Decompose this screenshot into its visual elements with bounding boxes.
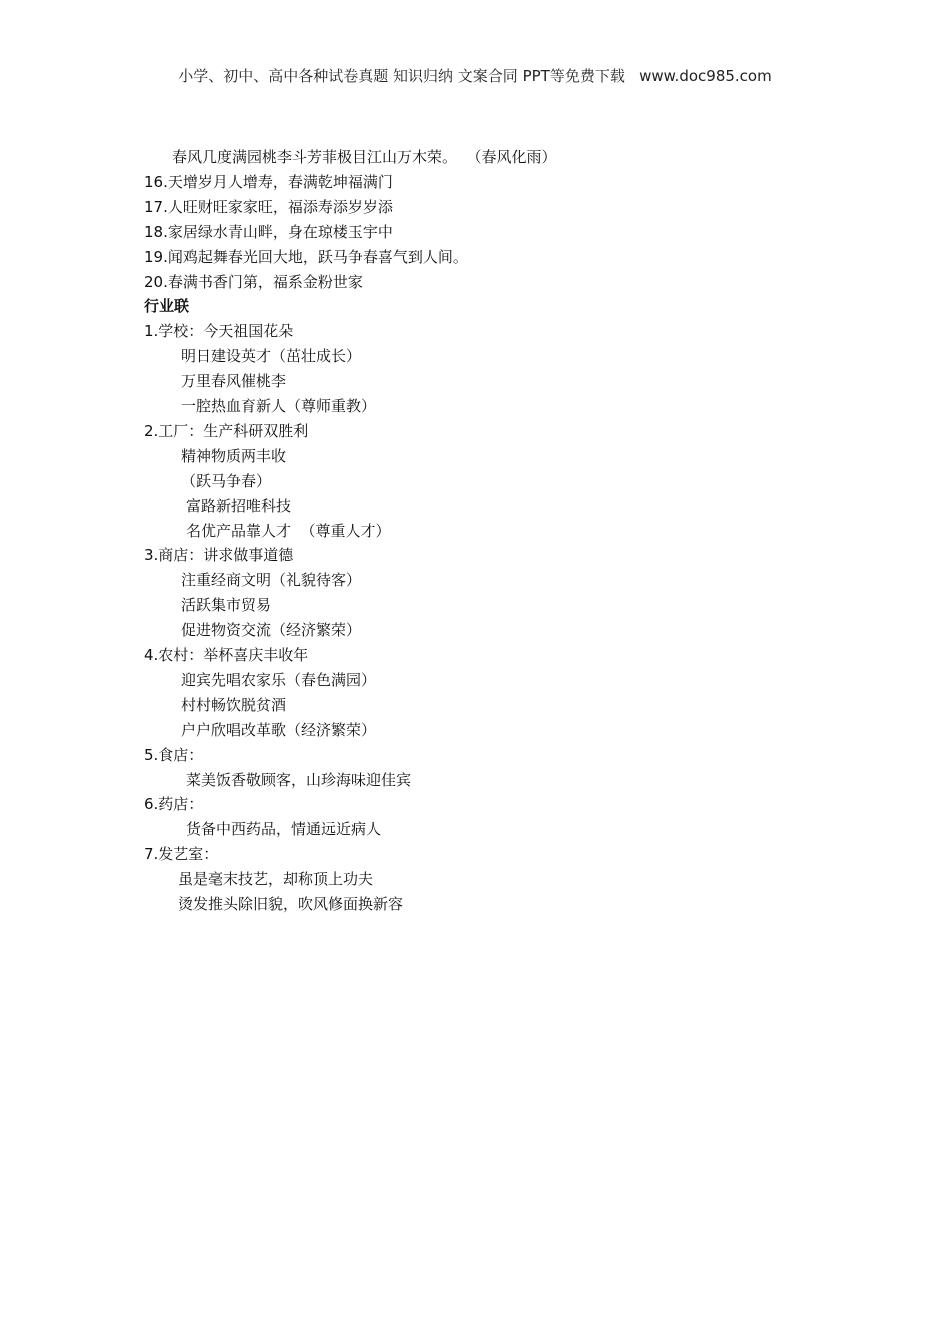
text-line: 6.药店： xyxy=(144,795,204,813)
text-line: 2.工厂：生产科研双胜利 xyxy=(144,422,309,440)
text-line: 3.商店：讲求做事道德 xyxy=(144,546,294,564)
text-line: 迎宾先唱农家乐（春色满园） xyxy=(181,671,377,689)
text-line: 活跃集市贸易 xyxy=(181,596,272,614)
text-line: 16.天增岁月人增寿，春满乾坤福满门 xyxy=(144,173,393,191)
text-line: 20.春满书香门第，福系金粉世家 xyxy=(144,273,363,291)
text-line: （跃马争春） xyxy=(181,472,272,490)
text-line: 菜美饭香敬顾客，山珍海味迎佳宾 xyxy=(186,771,412,789)
text-line: 明日建设英才（茁壮成长） xyxy=(181,347,362,365)
text-line: 5.食店： xyxy=(144,746,204,764)
text-line: 18.家居绿水青山畔，身在琼楼玉宇中 xyxy=(144,223,393,241)
text-line: 促进物资交流（经济繁荣） xyxy=(181,621,362,639)
page-header: 小学、初中、高中各种试卷真题 知识归纳 文案合同 PPT等免费下载 www.doc985.com xyxy=(178,67,772,85)
text-line: 村村畅饮脱贫酒 xyxy=(181,696,287,714)
text-line: 1.学校：今天祖国花朵 xyxy=(144,322,294,340)
section-heading: 行业联 xyxy=(144,297,190,315)
text-line: 7.发艺室： xyxy=(144,845,219,863)
text-line: 虽是毫末技艺，却称顶上功夫 xyxy=(178,870,374,888)
text-line: 户户欣唱改革歌（经济繁荣） xyxy=(181,721,377,739)
text-line: 万里春风催桃李 xyxy=(181,372,287,390)
text-line: 春风几度满园桃李斗芳菲极目江山万木荣。 （春风化雨） xyxy=(172,148,557,166)
text-line: 名优产品靠人才 （尊重人才） xyxy=(186,522,391,540)
text-line: 货备中西药品，情通远近病人 xyxy=(186,820,382,838)
text-line: 注重经商文明（礼貌待客） xyxy=(181,571,362,589)
text-line: 烫发推头除旧貌，吹风修面换新容 xyxy=(178,895,404,913)
text-line: 富路新招唯科技 xyxy=(186,497,292,515)
text-line: 17.人旺财旺家家旺，福添寿添岁岁添 xyxy=(144,198,393,216)
text-line: 19.闻鸡起舞春光回大地，跃马争春喜气到人间。 xyxy=(144,248,468,266)
text-line: 一腔热血育新人（尊师重教） xyxy=(181,397,377,415)
text-line: 精神物质两丰收 xyxy=(181,447,287,465)
text-line: 4.农村：举杯喜庆丰收年 xyxy=(144,646,309,664)
